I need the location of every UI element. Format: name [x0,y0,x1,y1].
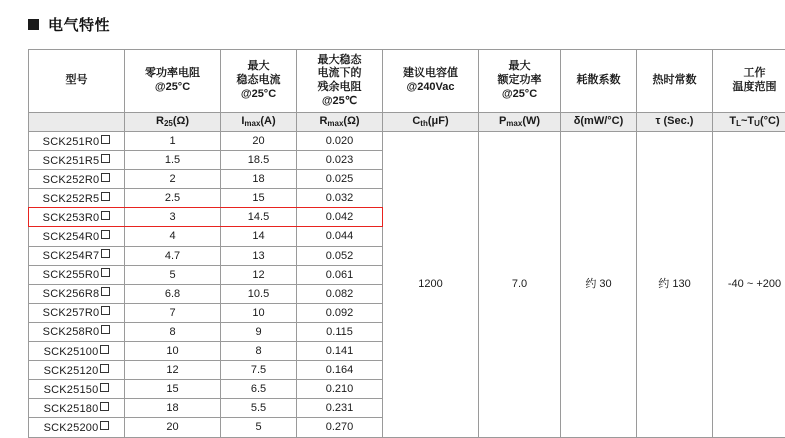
cell-rmax: 0.164 [297,361,383,380]
cell-r25: 20 [125,418,221,437]
cell-model [29,284,125,303]
cell-imax: 5.5 [221,399,297,418]
suffix-box-icon [101,306,110,315]
cell-rmax: 0.023 [297,151,383,170]
cell-r25: 15 [125,380,221,399]
cell-tau-merged: 约 130 [637,132,713,438]
cell-rmax: 0.210 [297,380,383,399]
cell-imax: 20 [221,132,297,151]
header-temp-range: 工作 温度范围 [713,50,785,113]
table-symbol-row [29,113,785,132]
model-label: SCK25150 [44,384,99,396]
cell-model [29,170,125,189]
symbol-delta: δ(mW/°C) [561,113,637,132]
cell-rmax: 0.270 [297,418,383,437]
document-page [0,12,785,428]
cell-rmax: 0.052 [297,246,383,265]
cell-imax: 6.5 [221,380,297,399]
model-label: SCK258R0 [43,326,100,338]
cell-model [29,342,125,361]
suffix-box-icon [100,402,109,411]
model-label: SCK251R5 [43,155,100,167]
cell-model [29,322,125,341]
cell-delta-merged: 约 30 [561,132,637,438]
suffix-box-icon [101,325,110,334]
suffix-box-icon [100,364,109,373]
suffix-box-icon [101,268,110,277]
cell-r25: 10 [125,342,221,361]
header-model: 型号 [29,50,125,113]
suffix-box-icon [101,230,110,239]
table-body [29,132,785,438]
cell-imax: 10 [221,303,297,322]
cell-r25: 3 [125,208,221,227]
suffix-box-icon [101,154,110,163]
cell-model [29,265,125,284]
cell-r25: 4 [125,227,221,246]
cell-r25: 1.5 [125,151,221,170]
suffix-box-icon [100,383,109,392]
model-label: SCK254R0 [43,231,100,243]
cell-r25: 6.8 [125,284,221,303]
cell-r25: 12 [125,361,221,380]
model-label: SCK256R8 [43,288,100,300]
cell-rmax: 0.115 [297,322,383,341]
suffix-box-icon [101,135,110,144]
cell-imax: 15 [221,189,297,208]
cell-model [29,380,125,399]
cell-model [29,418,125,437]
symbol-imax: $I_{max}(A)$ [221,113,297,132]
symbol-temp-range: $T_L\sim T_U(^\circ C)$ [713,113,785,132]
header-delta: 耗散系数 [561,50,637,113]
cell-model [29,132,125,151]
symbol-tau: τ (Sec.) [637,113,713,132]
cell-rmax: 0.042 [297,208,383,227]
suffix-box-icon [101,173,110,182]
cell-rmax: 0.141 [297,342,383,361]
spec-table-container [28,49,756,438]
cell-rmax: 0.061 [297,265,383,284]
symbol-cth: $C_{th}(\mu F)$ [383,113,479,132]
header-rmax: 最大稳态 电流下的 残余电阻 @25℃ [297,50,383,113]
symbol-model [29,113,125,132]
section-heading [28,12,785,36]
cell-r25: 7 [125,303,221,322]
cell-cth-merged: 1200 [383,132,479,438]
suffix-box-icon [101,211,110,220]
cell-rmax: 0.025 [297,170,383,189]
suffix-box-icon [100,421,109,430]
cell-r25: 18 [125,399,221,418]
cell-imax: 18.5 [221,151,297,170]
cell-r25: 1 [125,132,221,151]
cell-model [29,189,125,208]
electrical-characteristics-table [28,49,785,438]
square-bullet-icon [28,19,39,30]
suffix-box-icon [100,345,109,354]
cell-pmax-merged: 7.0 [479,132,561,438]
cell-model [29,227,125,246]
symbol-rmax: $R_{max}(\Omega)$ [297,113,383,132]
model-label: SCK257R0 [43,307,100,319]
suffix-box-icon [101,249,110,258]
cell-model [29,361,125,380]
cell-imax: 8 [221,342,297,361]
cell-imax: 13 [221,246,297,265]
cell-r25: 4.7 [125,246,221,265]
cell-imax: 12 [221,265,297,284]
table-row [29,132,785,151]
model-label: SCK25180 [44,403,99,415]
table-header-row [29,50,785,113]
header-cth: 建议电容值 @240Vac [383,50,479,113]
model-label: SCK254R7 [43,250,100,262]
suffix-box-icon [101,192,110,201]
model-label: SCK255R0 [43,269,100,281]
cell-rmax: 0.020 [297,132,383,151]
header-tau: 热时常数 [637,50,713,113]
cell-r25: 5 [125,265,221,284]
cell-r25: 2 [125,170,221,189]
header-r25: 零功率电阻 @25°C [125,50,221,113]
cell-imax: 7.5 [221,361,297,380]
cell-rmax: 0.032 [297,189,383,208]
cell-model [29,151,125,170]
cell-imax: 10.5 [221,284,297,303]
cell-model [29,303,125,322]
cell-imax: 14 [221,227,297,246]
cell-temp-merged: -40 ~ +200 [713,132,785,438]
cell-rmax: 0.044 [297,227,383,246]
model-label: SCK252R0 [43,174,100,186]
cell-model [29,246,125,265]
header-pmax: 最大 额定功率 @25°C [479,50,561,113]
cell-imax: 5 [221,418,297,437]
cell-imax: 18 [221,170,297,189]
symbol-r25: $R_{25}(\Omega)$ [125,113,221,132]
model-label: SCK253R0 [43,212,100,224]
model-label: SCK25120 [44,365,99,377]
header-imax: 最大 稳态电流 @25°C [221,50,297,113]
suffix-box-icon [101,287,110,296]
model-label: SCK251R0 [43,136,100,148]
model-label: SCK25200 [44,422,99,434]
cell-rmax: 0.231 [297,399,383,418]
cell-model [29,208,125,227]
cell-r25: 2.5 [125,189,221,208]
cell-r25: 8 [125,322,221,341]
page-title: 电气特性 [48,14,110,35]
cell-rmax: 0.082 [297,284,383,303]
cell-imax: 9 [221,322,297,341]
model-label: SCK25100 [44,346,99,358]
cell-imax: 14.5 [221,208,297,227]
model-label: SCK252R5 [43,193,100,205]
cell-model [29,399,125,418]
symbol-pmax: $P_{max}(W)$ [479,113,561,132]
cell-rmax: 0.092 [297,303,383,322]
